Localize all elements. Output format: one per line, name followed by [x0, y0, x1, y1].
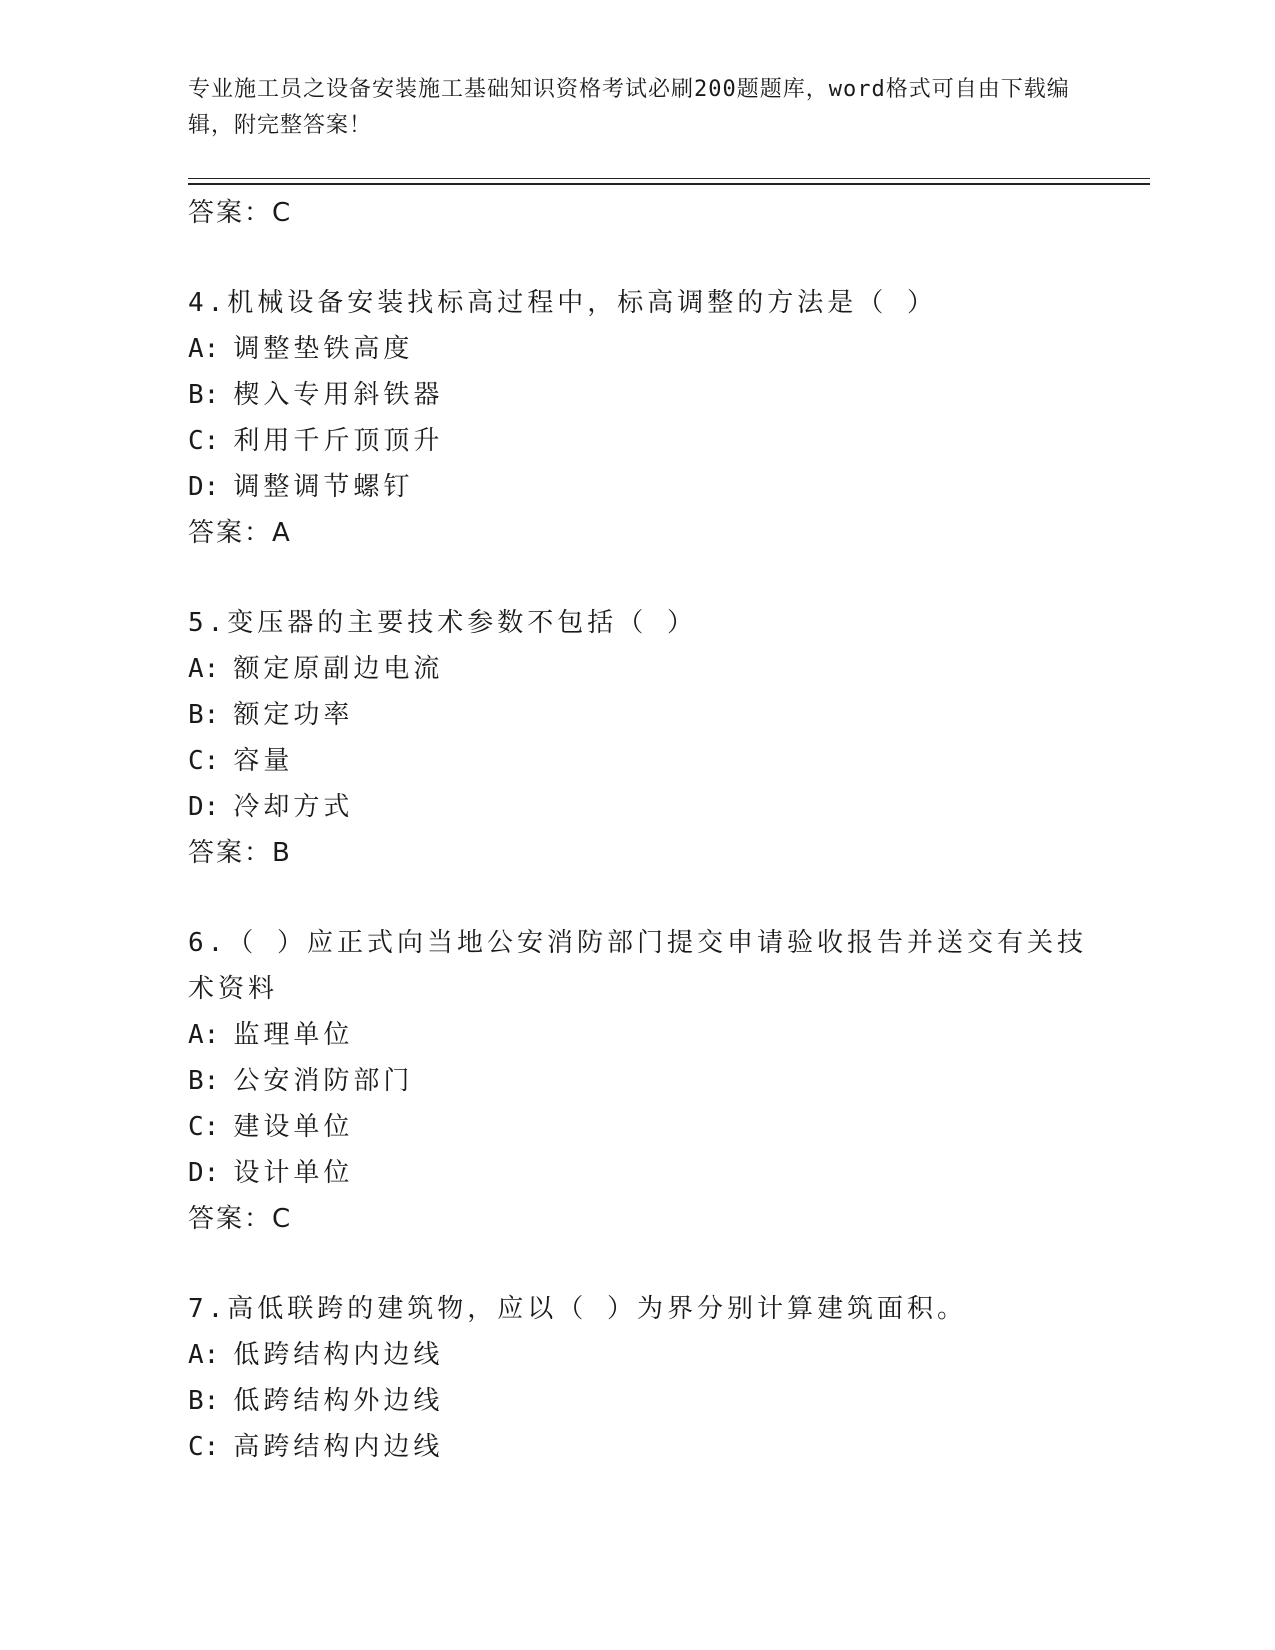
option-c [188, 418, 1088, 464]
option-label: A: [188, 1020, 220, 1050]
question-stem: 4.机械设备安装找标高过程中，标高调整的方法是（ ） [188, 288, 937, 318]
option-label: B: [188, 700, 220, 730]
option-text: 公安消防部门 [233, 1066, 414, 1096]
answer-line: 答案：C [188, 198, 293, 228]
option-text: 额定原副边电流 [233, 654, 444, 684]
spacer [188, 556, 1088, 600]
option-a [188, 1332, 1088, 1378]
option-text: 低跨结构内边线 [233, 1340, 444, 1370]
question-block [188, 600, 1088, 876]
option-text: 楔入专用斜铁器 [233, 380, 444, 410]
question-block [188, 1286, 1088, 1470]
document-header: 专业施工员之设备安装施工基础知识资格考试必刷200题题库，word格式可自由下载编辑，附完整答案！ [188, 77, 1070, 138]
option-label: C: [188, 1432, 220, 1462]
option-label: B: [188, 380, 220, 410]
option-label: A: [188, 654, 220, 684]
option-label: B: [188, 1386, 220, 1416]
option-text: 利用千斤顶顶升 [233, 426, 444, 456]
option-b [188, 692, 1088, 738]
question-stem: 7.高低联跨的建筑物，应以（ ）为界分别计算建筑面积。 [188, 1294, 967, 1324]
option-label: D: [188, 792, 220, 822]
option-label: D: [188, 1158, 220, 1188]
question-list [188, 190, 1088, 1470]
option-label: A: [188, 1340, 220, 1370]
option-d [188, 1150, 1088, 1196]
question-stem: 5.变压器的主要技术参数不包括（ ） [188, 608, 697, 638]
option-text: 调整垫铁高度 [233, 334, 414, 364]
option-d [188, 464, 1088, 510]
option-text: 监理单位 [233, 1020, 354, 1050]
answer-line: 答案：A [188, 518, 292, 548]
option-text: 额定功率 [233, 700, 354, 730]
header-rule-thick [188, 183, 1150, 185]
option-label: B: [188, 1066, 220, 1096]
question-block [188, 920, 1088, 1242]
option-label: C: [188, 746, 220, 776]
header-rule-thin [188, 178, 1150, 179]
option-b [188, 372, 1088, 418]
option-d [188, 784, 1088, 830]
option-text: 调整调节螺钉 [233, 472, 414, 502]
option-label: C: [188, 426, 220, 456]
option-a [188, 326, 1088, 372]
option-label: D: [188, 472, 220, 502]
question-block [188, 280, 1088, 556]
spacer [188, 236, 1088, 280]
option-label: C: [188, 1112, 220, 1142]
option-c [188, 738, 1088, 784]
option-text: 设计单位 [233, 1158, 354, 1188]
option-text: 建设单位 [233, 1112, 354, 1142]
option-label: A: [188, 334, 220, 364]
spacer [188, 1242, 1088, 1286]
answer-line: 答案：B [188, 838, 292, 868]
option-text: 容量 [233, 746, 294, 776]
answer-line: 答案：C [188, 1204, 293, 1234]
spacer [188, 876, 1088, 920]
option-text: 冷却方式 [233, 792, 354, 822]
option-a [188, 1012, 1088, 1058]
option-b [188, 1058, 1088, 1104]
option-b [188, 1378, 1088, 1424]
option-text: 低跨结构外边线 [233, 1386, 444, 1416]
option-text: 高跨结构内边线 [233, 1432, 444, 1462]
option-c [188, 1104, 1088, 1150]
option-a [188, 646, 1088, 692]
option-c [188, 1424, 1088, 1470]
question-stem: 6.（ ）应正式向当地公安消防部门提交申请验收报告并送交有关技术资料 [188, 928, 1087, 1004]
